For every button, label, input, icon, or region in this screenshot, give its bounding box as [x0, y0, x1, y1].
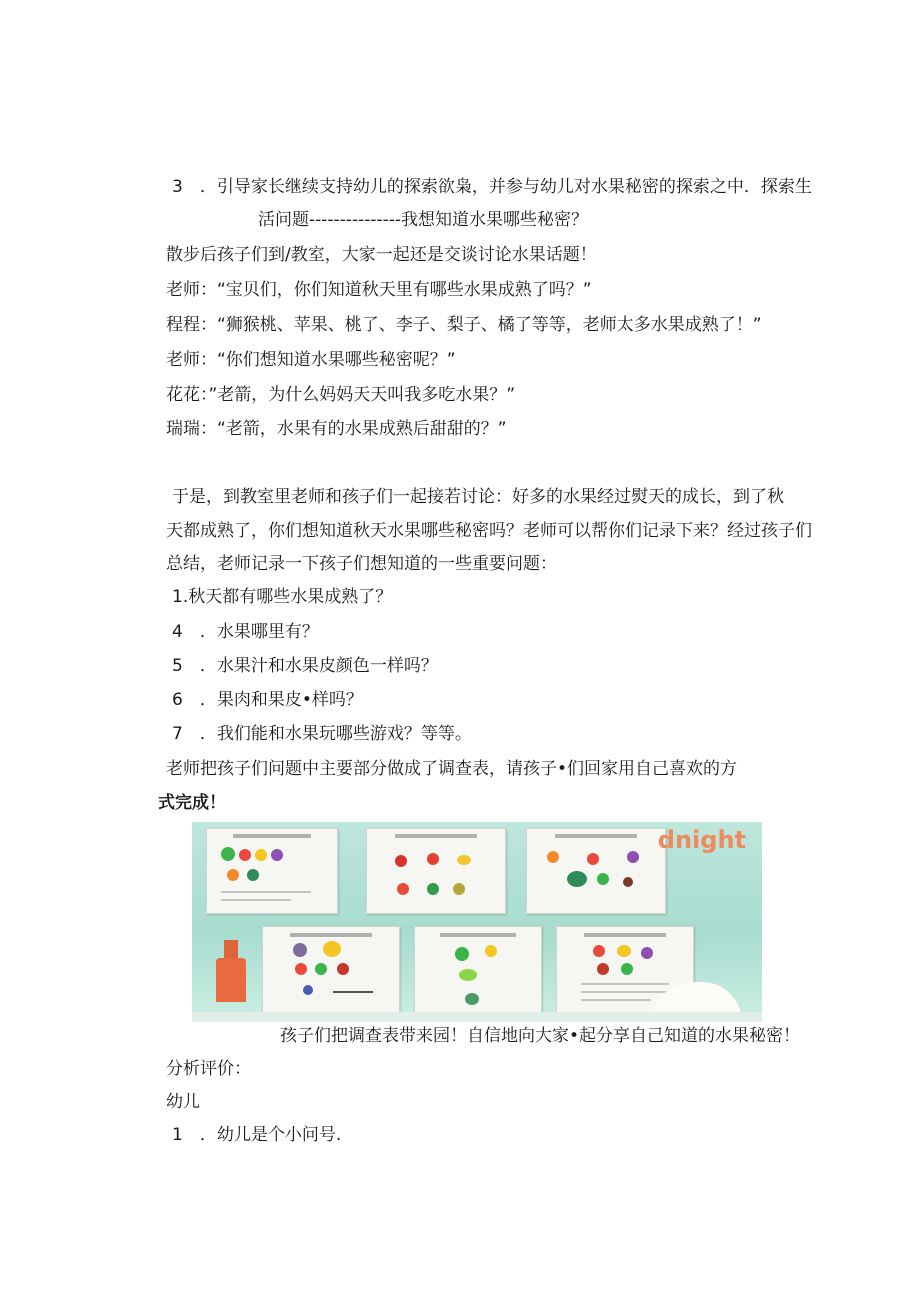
paragraph-line-1: 于是，到教室里老师和孩子们一起接若讨论：好多的水果经过熨天的成长，到了秋 [172, 487, 784, 507]
analysis-subheading: 幼儿 [166, 1092, 200, 1112]
survey-sheet-3 [526, 828, 666, 914]
survey-sheet-4 [262, 926, 400, 1020]
analysis-heading: 分析评价： [166, 1059, 251, 1079]
dialogue-intro: 散步后孩子们到/教室，大家一起还是交谈讨论水果话题！ [166, 245, 597, 265]
survey-sentence-2: 式完成！ [158, 793, 226, 813]
dialogue-teacher-2: 老师：“你们想知道水果哪些秘密呢？” [166, 350, 456, 370]
dialogue-chengcheng: 程程：“狮猴桃、苹果、桃了、李子、梨子、橘了等等，老师太多水果成熟了！” [166, 315, 762, 335]
survey-sheets-photo [192, 822, 762, 1022]
background-logo-text: dnight [657, 826, 746, 854]
question-7: 7 ．我们能和水果玩哪些游戏？等等。 [172, 724, 472, 744]
ground-stripe [192, 1012, 762, 1022]
question-5: 5 ．水果汁和水果皮颜色一样吗？ [172, 656, 438, 676]
item-3-line-1: 3 ．引导家长继续支持幼儿的探索欲枭，并参与幼儿对水果秘密的探索之中．探索生 [172, 177, 812, 197]
survey-sentence-1: 老师把孩子们问题中主要部分做成了调查表，请孩子•们回家用自己喜欢的方 [166, 759, 738, 779]
item-3-line-2: 活问题---------------我想知道水果哪些秘密？ [258, 210, 589, 230]
question-4: 4 ．水果哪里有？ [172, 622, 319, 642]
survey-sheet-5 [414, 926, 542, 1020]
dialogue-teacher-1: 老师：“宝贝们，你们知道秋天里有哪些水果成熟了吗？” [166, 280, 592, 300]
analysis-point-1: 1 ．幼儿是个小问号. [172, 1125, 342, 1145]
survey-sheet-2 [366, 828, 506, 914]
survey-sheet-1 [206, 828, 338, 914]
photo-caption: 孩子们把调查表带来园！自信地向大家•起分享自己知道的水果秘密！ [280, 1026, 801, 1046]
paragraph-line-3: 总结，老师记录一下孩子们想知道的一些重要问题： [166, 554, 557, 574]
paragraph-line-2: 天都成熟了，你们想知道秋天水果哪些秘密吗？老师可以帮你们记录下来？经过孩子们 [166, 521, 812, 541]
question-1: 1.秋天都有哪些水果成熟了？ [172, 587, 393, 607]
question-6: 6 ．果肉和果皮•样吗？ [172, 690, 363, 710]
cartoon-chef-figure [210, 940, 260, 1020]
dialogue-huahua: 花花：”老箭，为什么妈妈天天叫我多吃水果？” [166, 385, 516, 405]
dialogue-ruirui: 瑞瑞：“老箭，水果有的水果成熟后甜甜的？” [166, 419, 507, 439]
